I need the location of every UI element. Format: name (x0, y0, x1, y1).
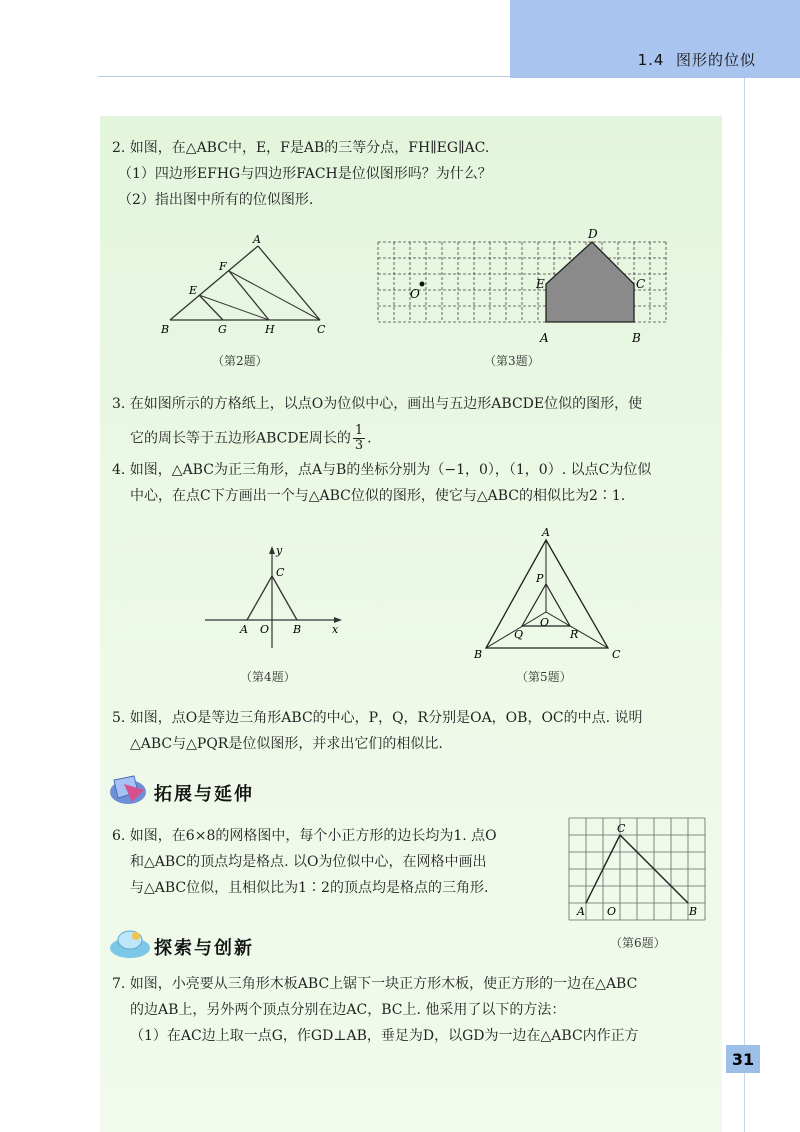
problem-6-line-1: 6. 如图，在6×8的网格图中，每个小正方形的边长均为1. 点O (112, 828, 497, 844)
problem-2-q1: （1）四边形EFHG与四边形FACH是位似图形吗？为什么？ (118, 166, 492, 182)
figure-3 (370, 226, 680, 350)
explore-section-title: 探索与创新 (154, 938, 254, 959)
fig3-point-o (420, 282, 425, 287)
fig3-label-e: E (536, 277, 545, 291)
fraction-numerator: 1 (354, 423, 364, 438)
header-section-title: 图形的位似 (675, 51, 756, 69)
fig5-label-a: A (542, 526, 550, 539)
fig5-label-o: O (540, 616, 550, 629)
fig3-label-a: A (540, 331, 549, 345)
fig2-segment-eg (199, 295, 223, 320)
problem-5-line-1: 5. 如图，点O是等边三角形ABC的中心，P，Q，R分别是OA，OB，OC的中点. 说明 (112, 710, 643, 726)
fig6-label-c: C (617, 822, 626, 835)
figure-3-caption: （第3题） (484, 354, 540, 368)
problem-4-line-2: 中心，在点C下方画出一个与△ABC位似的图形，使它与△ABC的相似比为2∶1. (130, 488, 626, 504)
problem-7-line-1: 7. 如图，小亮要从三角形木板ABC上锯下一块正方形木板，使正方形的一边在△ABC (112, 976, 638, 992)
problem-3-text: 它的周长等于五边形ABCDE周长的 (130, 430, 351, 447)
fig3-label-c: C (636, 277, 646, 291)
fig2-label-c: C (317, 323, 326, 336)
problem-2-q2: （2）指出图中所有的位似图形. (118, 192, 314, 208)
explore-section-icon (108, 926, 152, 960)
fig2-label-h: H (265, 323, 275, 336)
problem-6-line-3: 与△ABC位似，且相似比为1∶2的顶点均是格点的三角形. (130, 880, 489, 896)
problem-2-stem: 2. 如图，在△ABC中，E，F是AB的三等分点，FH∥EG∥AC. (112, 140, 490, 156)
fig2-side-ac (258, 246, 320, 320)
problem-3-line-1: 3. 在如图所示的方格纸上，以点O为位似中心，画出与五边形ABCDE位似的图形，使 (112, 396, 643, 412)
fig4-label-c: C (276, 566, 285, 579)
figure-5 (466, 524, 636, 664)
fig2-segment-fc (229, 271, 320, 320)
figure-5-caption: （第5题） (516, 670, 572, 684)
fig3-label-b: B (632, 331, 641, 345)
header-section-number: 1.4 (637, 51, 665, 69)
fig3-label-d: D (588, 227, 598, 241)
fig3-pentagon-abcde (546, 242, 634, 322)
figure-6-caption: （第6题） (610, 936, 666, 950)
problem-7-line-3: （1）在AC边上取一点G，作GD⊥AB，垂足为D，以GD为一边在△ABC内作正方 (130, 1028, 639, 1044)
extend-section-title: 拓展与延伸 (154, 784, 254, 805)
fig5-label-p: P (536, 572, 544, 585)
figure-4 (200, 540, 350, 650)
fig4-label-b: B (293, 623, 302, 636)
fig5-triangle-abc (486, 540, 608, 648)
fig2-label-g: G (218, 323, 227, 336)
fig4-label-x: x (332, 623, 339, 636)
fig4-label-o: O (260, 623, 270, 636)
fig4-label-y: y (276, 544, 283, 557)
page-number: 31 (726, 1045, 760, 1073)
fig4-side-cb (272, 576, 297, 620)
fig4-label-a: A (240, 623, 248, 636)
extend-section-icon (108, 772, 150, 808)
fig6-label-o: O (607, 905, 617, 918)
fig5-label-b: B (474, 648, 483, 661)
problem-6-line-2: 和△ABC的顶点均是格点. 以O为位似中心，在网格中画出 (130, 854, 487, 870)
header-rule (98, 76, 510, 77)
fig5-label-q: Q (514, 628, 524, 641)
fig2-label-f: F (219, 260, 227, 273)
figure-6 (565, 814, 710, 924)
fig6-grid (569, 818, 705, 920)
fig2-label-b: B (161, 323, 170, 336)
fig5-label-r: R (570, 628, 579, 641)
fig6-label-a: A (577, 905, 585, 918)
problem-5-line-2: △ABC与△PQR是位似图形，并求出它们的相似比. (130, 736, 443, 752)
fig3-label-o: O (410, 287, 420, 301)
problem-7-line-2: 的边AB上，另外两个顶点分别在边AC，BC上. 他采用了以下的方法： (130, 1002, 566, 1018)
fraction-one-third (353, 424, 365, 453)
fig2-label-e: E (189, 284, 198, 297)
fig2-side-ba (170, 246, 258, 320)
right-margin-rule (744, 78, 745, 1132)
fig6-label-b: B (689, 905, 698, 918)
fraction-denominator: 3 (354, 438, 364, 453)
fig4-side-ac (247, 576, 272, 620)
problem-3-line-2 (130, 424, 372, 453)
fig5-label-c: C (612, 648, 621, 661)
header-title (638, 49, 756, 70)
problem-3-period: . (367, 430, 372, 447)
figure-4-caption: （第4题） (240, 670, 296, 684)
fig2-label-a: A (253, 233, 261, 246)
problem-4-line-1: 4. 如图，△ABC为正三角形，点A与B的坐标分别为（−1，0），（1，0）. 以点C为位似 (112, 462, 652, 478)
figure-2 (155, 230, 345, 345)
figure-2-caption: （第2题） (212, 354, 268, 368)
fig4-y-arrow (269, 546, 275, 554)
